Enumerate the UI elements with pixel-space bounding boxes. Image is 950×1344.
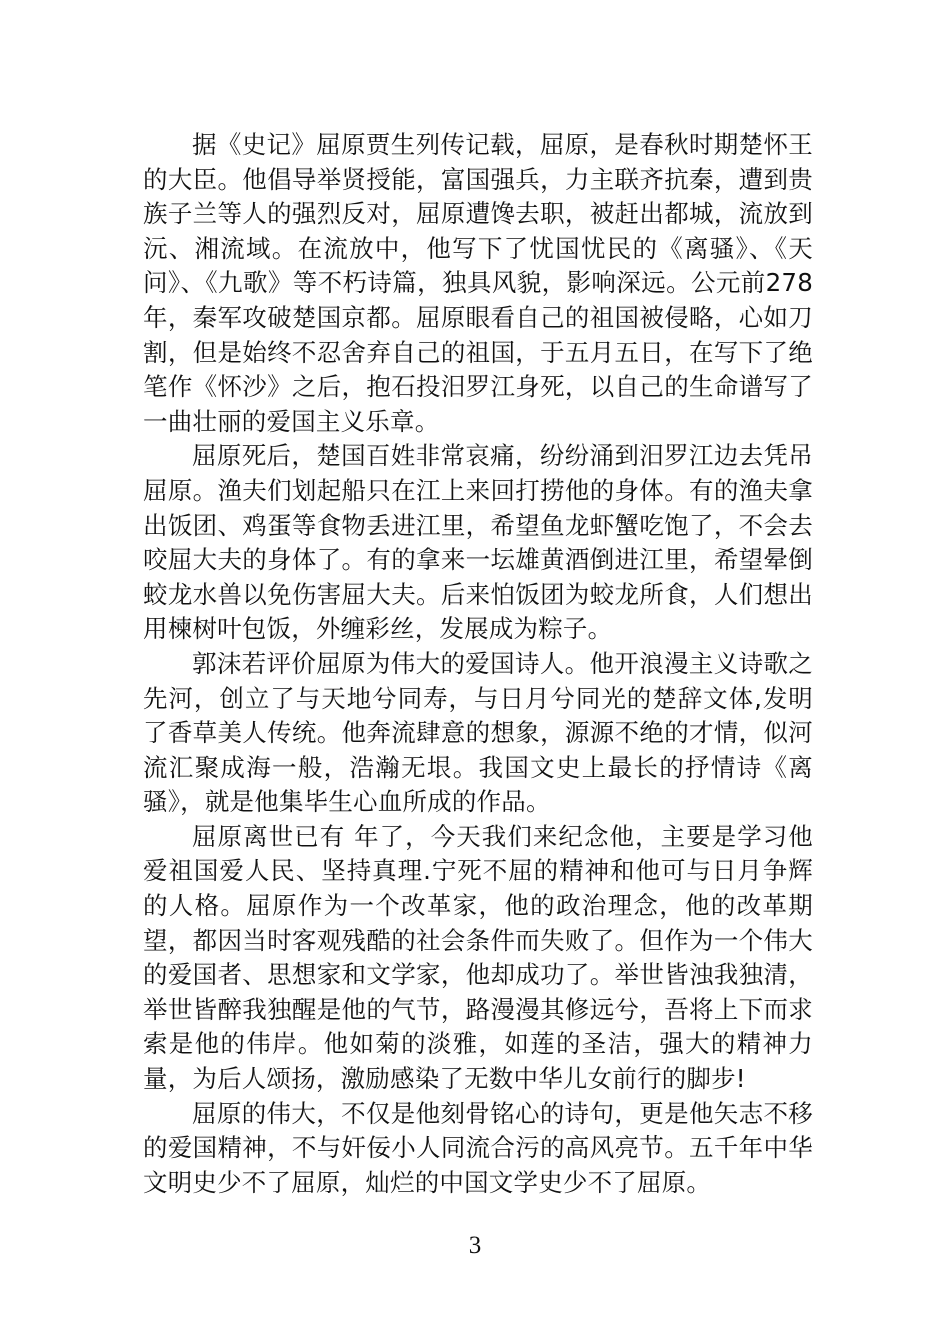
paragraph-1: 据《史记》屈原贾生列传记载，屈原，是春秋时期楚怀王的大臣。他倡导举贤授能，富国强兵，力主联齐抗秦，遭到贵族子兰等人的强烈反对，屈原遭馋去职，被赶出都城，流放到沅、湘流域。在流放中，他写下了忧国忧民的《离骚》、《天问》、《九歌》等不朽诗篇，独具风貌，影响深远。公元前278年，秦军攻破楚国京都。屈原眼看自己的祖国被侵略，心如刀割，但是始终不忍舍弃自己的祖国，于五月五日，在写下了绝笔作《怀沙》之后，抱石投汨罗江身死，以自己的生命谱写了一曲壮丽的爱国主义乐章。 xyxy=(143,130,813,436)
paragraph-5: 屈原的伟大，不仅是他刻骨铭心的诗句，更是他矢志不移的爱国精神，不与奸佞小人同流合污的高风亮节。五千年中华文明史少不了屈原，灿烂的中国文学史少不了屈原。 xyxy=(143,1098,813,1197)
paragraph-2: 屈原死后，楚国百姓非常哀痛，纷纷涌到汨罗江边去凭吊屈原。渔夫们划起船只在江上来回打捞他的身体。有的渔夫拿出饭团、鸡蛋等食物丢进江里，希望鱼龙虾蟹吃饱了，不会去咬屈大夫的身体了。有的拿来一坛雄黄酒倒进江里，希望晕倒蛟龙水兽以免伤害屈大夫。后来怕饭团为蛟龙所食，人们想出用楝树叶包饭，外缠彩丝，发展成为粽子。 xyxy=(143,441,813,644)
paragraph-4: 屈原离世已有 年了，今天我们来纪念他，主要是学习他爱祖国爱人民、坚持真理.宁死不屈的精神和他可与日月争辉的人格。屈原作为一个改革家，他的政治理念，他的改革期望，都因当时客观残酷的社会条件而失败了。但作为一个伟大的爱国者、思想家和文学家，他却成功了。举世皆浊我独清，举世皆醉我独醒是他的气节，路漫漫其修远兮，吾将上下而求索是他的伟岸。他如菊的淡雅，如莲的圣洁，强大的精神力量，为后人颂扬，激励感染了无数中华儿女前行的脚步! xyxy=(143,821,813,1094)
page-number: 3 xyxy=(468,1232,482,1259)
paragraph-3: 郭沫若评价屈原为伟大的爱国诗人。他开浪漫主义诗歌之先河，创立了与天地兮同寿，与日月兮同光的楚辞文体,发明了香草美人传统。他奔流肆意的想象，源源不绝的才情，似河流汇聚成海一般，浩瀚无垠。我国文史上最长的抒情诗《离骚》，就是他集毕生心血所成的作品。 xyxy=(143,648,813,817)
body-text xyxy=(143,128,813,1200)
